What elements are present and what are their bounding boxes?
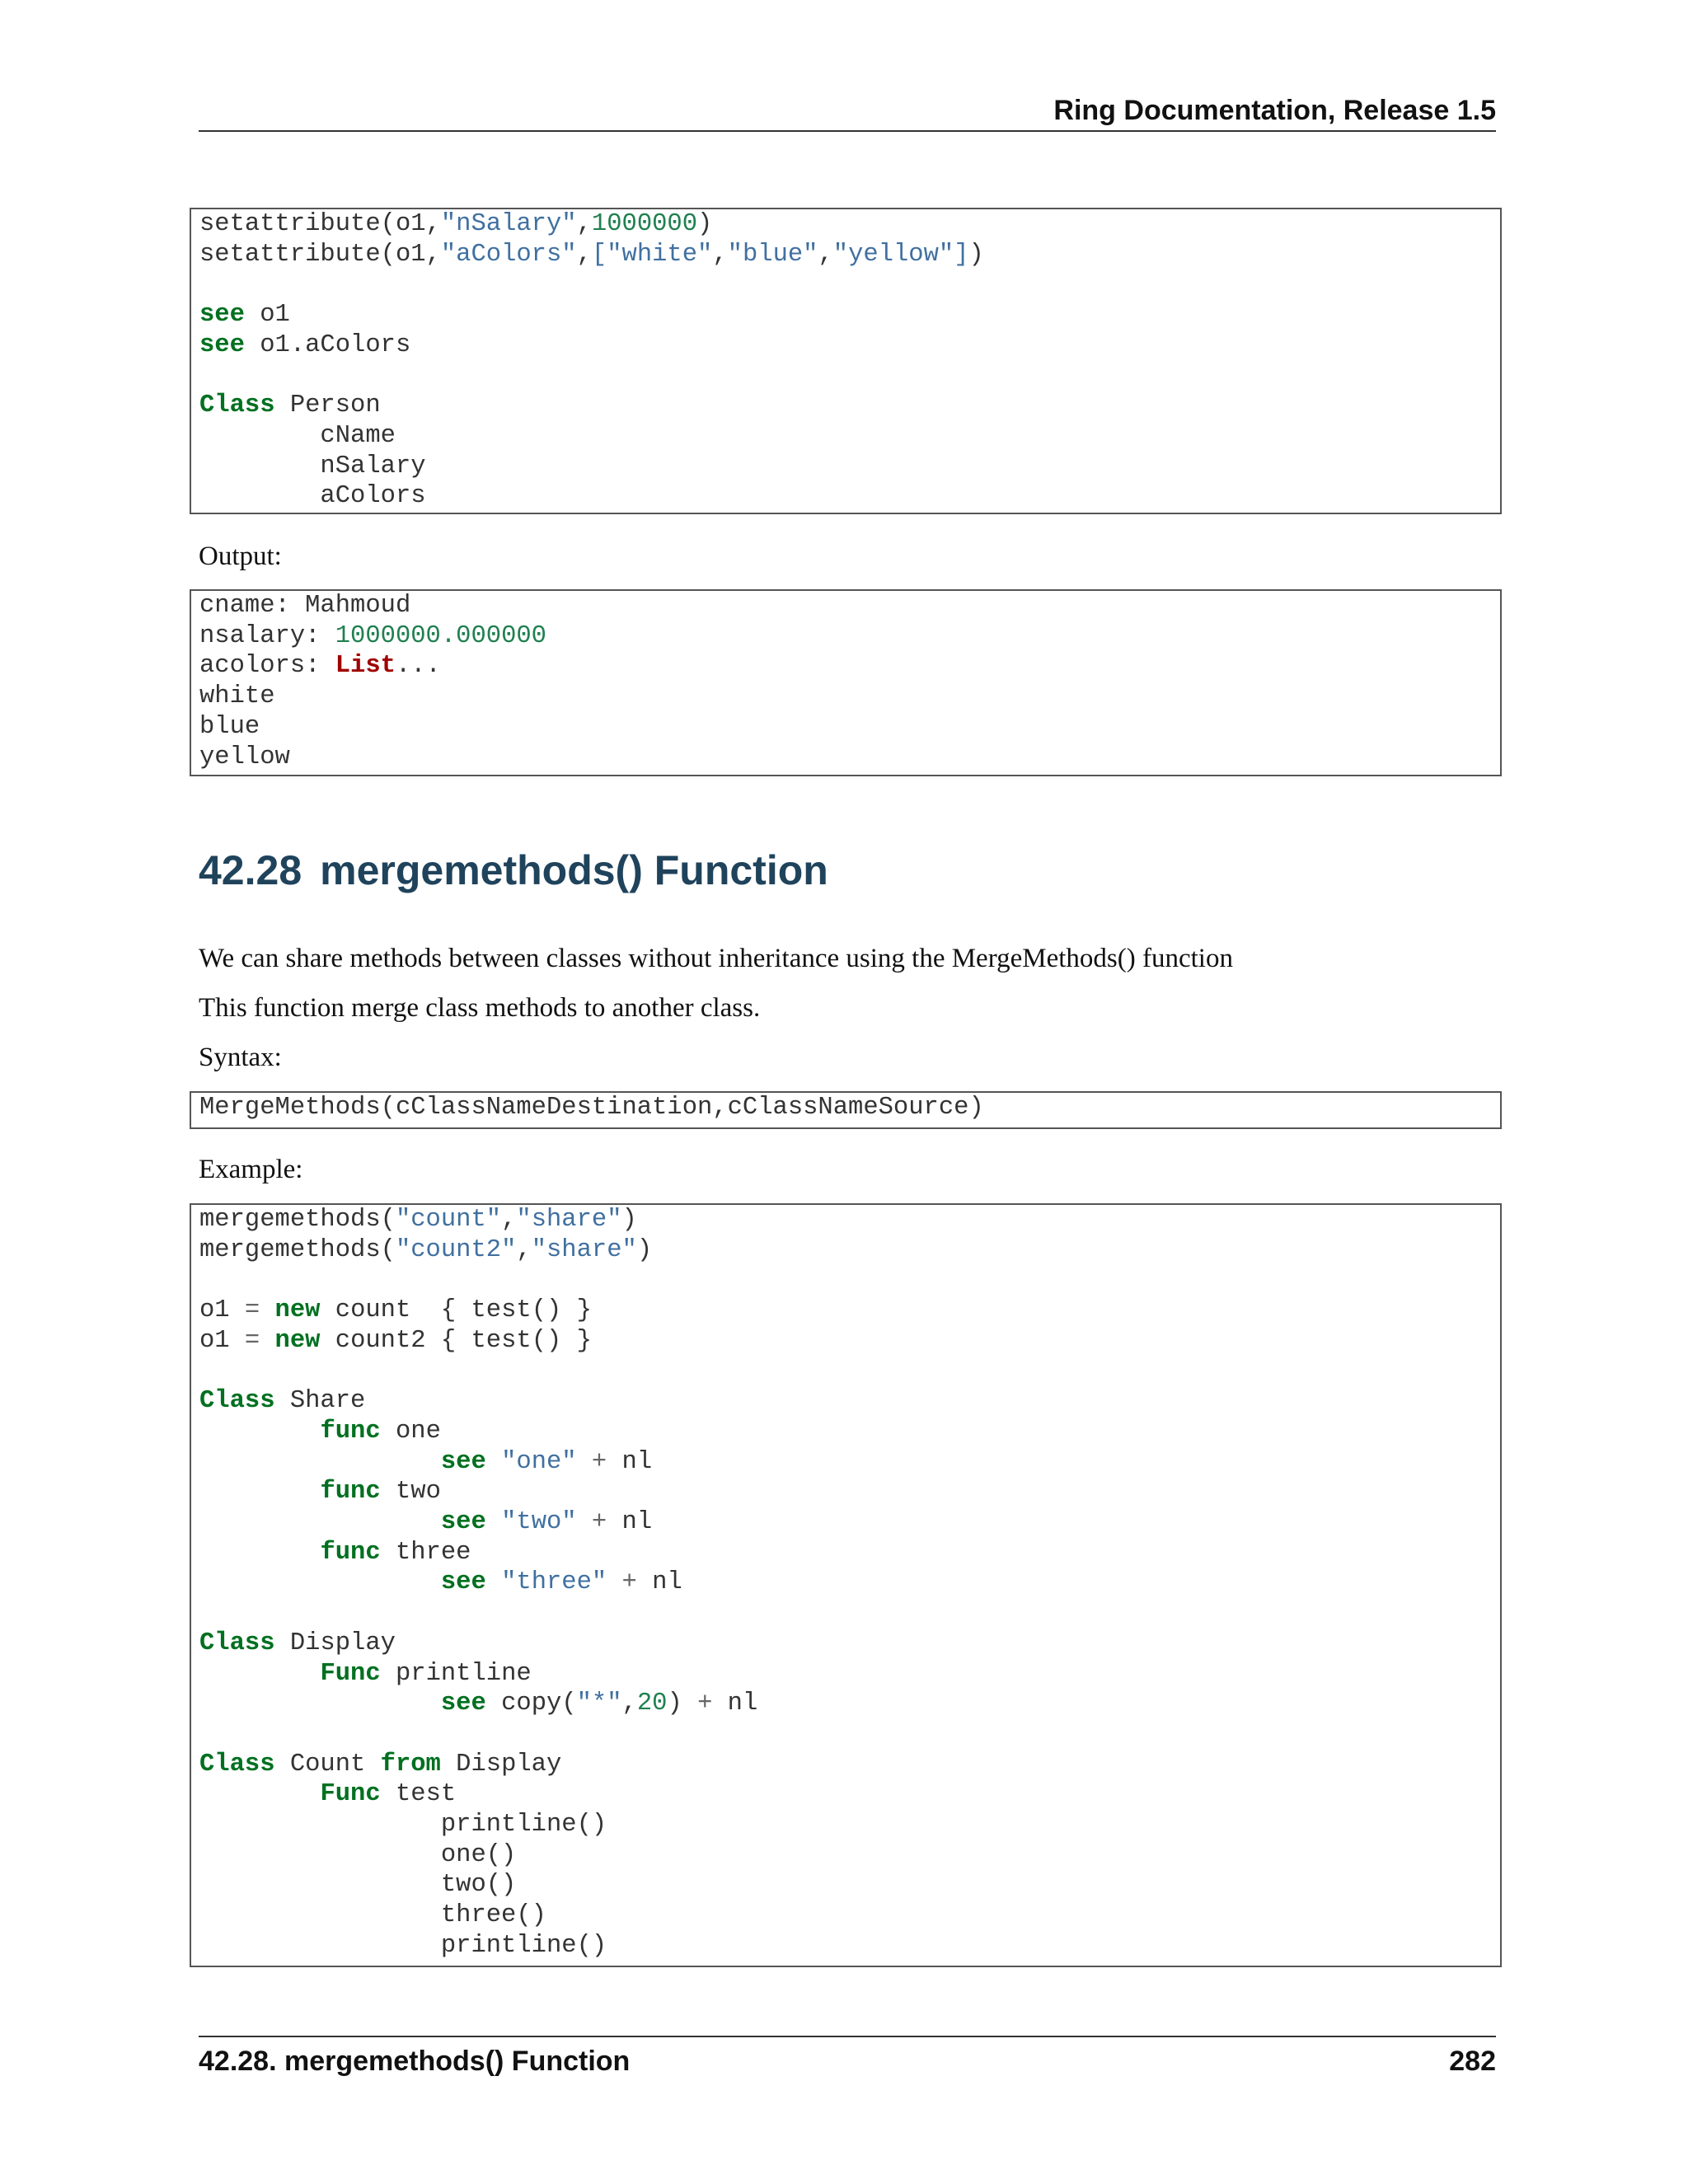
code-line: nSalary — [199, 452, 426, 480]
code-line: cname: Mahmoud — [199, 592, 411, 620]
code-line: three() — [199, 1901, 546, 1930]
code-line: printline() — [199, 1931, 607, 1960]
output-label: Output: — [199, 541, 282, 571]
footer-page-number: 282 — [1449, 2046, 1496, 2077]
code-line: nsalary: 1000000.000000 — [199, 621, 546, 650]
page-footer — [199, 2036, 1496, 2077]
code-line: see "one" + nl — [440, 1447, 653, 1476]
code-token: Class — [199, 1387, 275, 1416]
code-token: "count" — [395, 1206, 502, 1234]
code-token: 1000000 — [591, 210, 698, 238]
code-token: + — [621, 1568, 637, 1597]
code-token: "*" — [576, 1690, 622, 1718]
code-token: "yellow"] — [832, 240, 969, 269]
code-line: Func printline — [320, 1659, 532, 1688]
code-line: aColors — [199, 482, 426, 511]
code-token: func — [320, 1478, 381, 1507]
code-line: MergeMethods(cClassNameDestination,cClassNameSource) — [199, 1094, 984, 1122]
section-number: 42.28 — [199, 847, 302, 893]
code-line: Class Display — [199, 1629, 396, 1657]
code-token: from — [380, 1750, 441, 1779]
footer-section-ref: 42.28. mergemethods() Function — [199, 2046, 631, 2077]
code-token: ["white" — [591, 240, 713, 269]
code-token: "count2" — [395, 1235, 517, 1264]
code-line: printline() — [199, 1811, 607, 1840]
code-token: "nSalary" — [440, 210, 577, 238]
code-token: see — [440, 1568, 486, 1597]
code-line: func three — [320, 1538, 471, 1567]
code-line: func two — [320, 1478, 441, 1507]
code-line: two() — [199, 1871, 517, 1900]
code-token: "one" — [501, 1447, 577, 1476]
code-token: new — [274, 1326, 321, 1355]
code-line: yellow — [199, 743, 290, 771]
code-line: setattribute(o1,"aColors",["white","blue","yellow"]) — [199, 240, 984, 269]
code-line: mergemethods("count2","share") — [199, 1235, 653, 1264]
code-line: Class Count from Display — [199, 1750, 562, 1779]
code-token: see — [199, 301, 245, 330]
code-line: one() — [199, 1840, 517, 1869]
code-line: blue — [199, 712, 260, 741]
code-line: see o1.aColors — [199, 330, 411, 359]
code-token: Func — [320, 1659, 381, 1688]
code-line: see "three" + nl — [440, 1568, 682, 1597]
code-token: + — [697, 1690, 713, 1718]
code-token: "two" — [501, 1508, 577, 1537]
code-token: List — [335, 652, 396, 681]
example-label: Example: — [199, 1155, 303, 1184]
code-line: Class Person — [199, 391, 381, 420]
code-listing — [191, 1205, 1500, 1961]
code-token: + — [591, 1447, 607, 1476]
code-token: "aColors" — [440, 240, 577, 269]
code-token: func — [320, 1417, 381, 1446]
code-line: Func test — [320, 1780, 457, 1809]
code-token: 1000000.000000 — [335, 621, 546, 650]
code-line: o1 = new count { test() } — [199, 1296, 592, 1325]
code-block-syntax — [190, 1091, 1502, 1129]
code-line: see copy("*",20) + nl — [440, 1690, 758, 1718]
code-token: see — [199, 330, 245, 359]
code-token: see — [440, 1690, 486, 1718]
code-line: o1 = new count2 { test() } — [199, 1326, 592, 1355]
code-token: "three" — [501, 1568, 607, 1597]
code-line: see "two" + nl — [440, 1508, 653, 1537]
code-token: "share" — [516, 1206, 622, 1234]
page-header — [199, 92, 1496, 132]
code-line: mergemethods("count","share") — [199, 1206, 637, 1234]
code-token: Class — [199, 1750, 275, 1779]
paragraph-description: This function merge class methods to another class. — [199, 993, 761, 1023]
code-token: 20 — [636, 1690, 668, 1718]
code-token: Func — [320, 1780, 381, 1809]
syntax-label: Syntax: — [199, 1043, 282, 1072]
code-token: = — [244, 1326, 260, 1355]
code-block-output — [190, 589, 1502, 776]
code-line: setattribute(o1,"nSalary",1000000) — [199, 210, 713, 238]
code-line: see o1 — [199, 301, 290, 330]
code-token: see — [440, 1447, 486, 1476]
code-token: = — [244, 1296, 260, 1325]
code-token: Class — [199, 1629, 275, 1657]
code-token: + — [591, 1508, 607, 1537]
paragraph-intro: We can share methods between classes without inheritance using the MergeMethods() function — [199, 944, 1233, 973]
code-token: Class — [199, 391, 275, 420]
code-line: Class Share — [199, 1387, 366, 1416]
header-title: Ring Documentation, Release 1.5 — [1053, 95, 1496, 126]
code-block-example — [190, 1203, 1502, 1967]
code-line: white — [199, 682, 275, 711]
code-listing — [191, 1093, 1500, 1123]
code-token: "share" — [531, 1235, 637, 1264]
section-heading — [199, 844, 828, 897]
code-token: new — [274, 1296, 321, 1325]
code-token: func — [320, 1538, 381, 1567]
code-line: cName — [199, 421, 396, 450]
code-block-setattribute — [190, 208, 1502, 514]
code-listing — [191, 591, 1500, 772]
section-title-text: mergemethods() Function — [320, 847, 828, 893]
code-listing — [191, 209, 1500, 512]
code-line: acolors: List... — [199, 652, 441, 681]
code-token: see — [440, 1508, 486, 1537]
code-line: func one — [320, 1417, 441, 1446]
code-token: "blue" — [727, 240, 818, 269]
